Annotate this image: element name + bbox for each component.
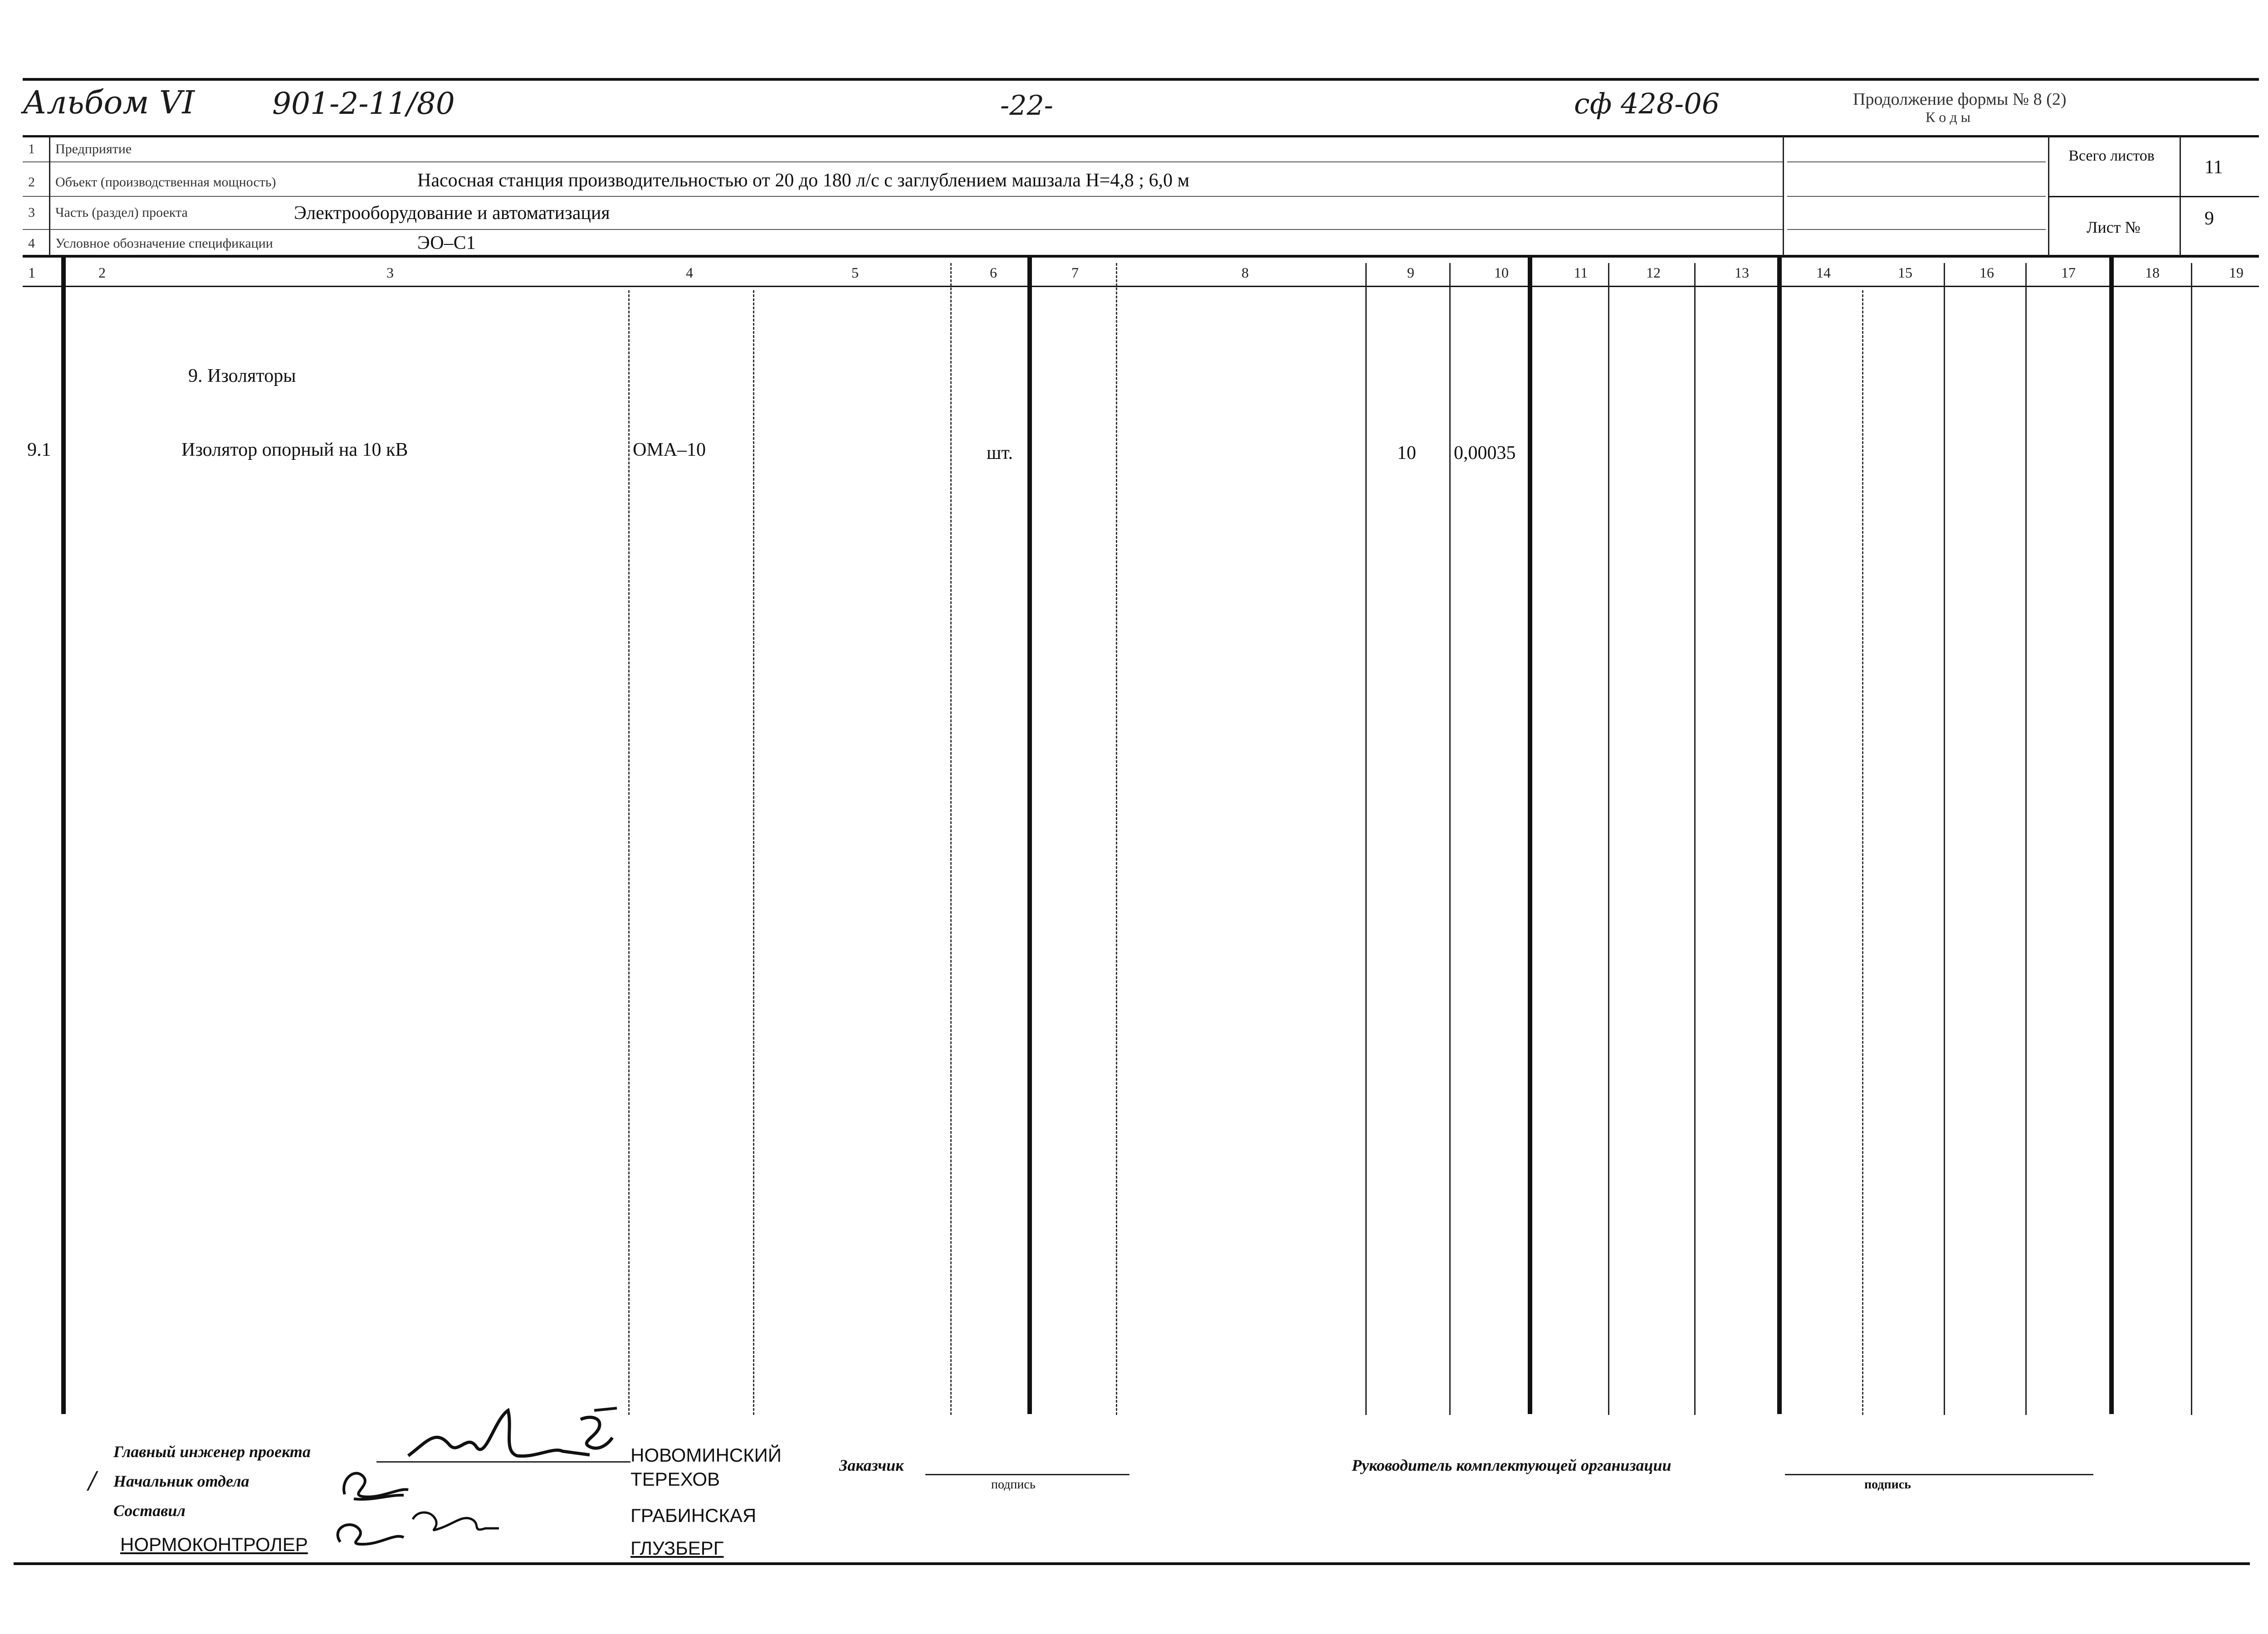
grid-line: [1449, 263, 1451, 1415]
normcontrol-signature: [327, 1501, 508, 1551]
section-title: 9. Изоляторы: [188, 366, 296, 386]
supplier-signature-caption: подпись: [1864, 1478, 1911, 1492]
column-number: 17: [2061, 264, 2076, 281]
project-part-value: Электрооборудование и автоматизация: [294, 203, 610, 224]
grid-line: [1608, 263, 1609, 1415]
column-number: 6: [990, 264, 997, 281]
codes-line: [1787, 161, 2046, 162]
sheet-number-value: 9: [2204, 208, 2214, 229]
specification-value: ЭО–С1: [417, 233, 476, 254]
document-code: сф 428-06: [1574, 87, 1720, 120]
column-number: 18: [2145, 264, 2160, 281]
column-number: 8: [1242, 264, 1249, 281]
item-quantity: 10: [1397, 443, 1416, 463]
grid-line: [1027, 258, 1032, 1414]
form-continuation-title: Продолжение формы № 8 (2): [1853, 90, 2067, 109]
supplier-head-label: Руководитель комплектующей организации: [1352, 1456, 1672, 1474]
sheet-number-label: Лист №: [2087, 218, 2141, 236]
grid-line: [1944, 263, 1945, 1415]
column-number: 13: [1735, 264, 1749, 281]
codes-divider: [1783, 136, 1784, 256]
album-number: Альбом VI: [23, 84, 195, 121]
column-number: 9: [1407, 264, 1414, 281]
header-row-number: 3: [28, 205, 35, 220]
column-number: 2: [98, 264, 106, 281]
head-dept-name: ТЕРЕХОВ: [631, 1468, 720, 1490]
header-row-number: 4: [28, 236, 35, 251]
page-number: -22-: [1000, 90, 1053, 122]
item-unit: шт.: [987, 443, 1013, 463]
header-row-number: 1: [28, 141, 35, 156]
compiled-label: Составил: [113, 1502, 186, 1520]
customer-signature-caption: подпись: [991, 1478, 1036, 1492]
grid-line: [753, 290, 754, 1415]
column-number: 4: [686, 264, 693, 281]
column-number: 19: [2229, 264, 2244, 281]
chief-engineer-name: НОВОМИНСКИЙ: [631, 1444, 782, 1466]
header-row-divider: [23, 196, 1783, 197]
column-number-line: [23, 286, 2259, 287]
project-part-label: Часть (раздел) проекта: [55, 205, 188, 220]
head-dept-label: Начальник отдела: [113, 1472, 249, 1490]
grid-line: [1862, 290, 1863, 1415]
column-number: 7: [1071, 264, 1079, 281]
normcontrol-name: ГЛУЗБЕРГ: [631, 1537, 724, 1559]
item-name: Изолятор опорный на 10 кВ: [181, 439, 408, 460]
header-row-number: 2: [28, 175, 35, 190]
column-number: 11: [1574, 264, 1588, 281]
normcontrol-label: НОРМОКОНТРОЛЕР: [120, 1534, 308, 1555]
enterprise-label: Предприятие: [55, 141, 132, 156]
specification-label: Условное обозначение спецификации: [55, 236, 273, 251]
grid-line: [2109, 258, 2114, 1414]
total-sheets-label: Всего листов: [2068, 147, 2155, 164]
chief-engineer-signature: [399, 1401, 635, 1465]
column-number: 1: [28, 264, 35, 281]
codes-line: [1787, 196, 2046, 197]
column-number: 16: [1980, 264, 1994, 281]
column-number: 10: [1494, 264, 1509, 281]
customer-signature-line: [925, 1474, 1129, 1475]
supplier-signature-line: [1785, 1474, 2093, 1475]
header-left-divider: [49, 136, 50, 256]
column-number: 5: [851, 264, 859, 281]
grid-line: [2191, 263, 2192, 1415]
customer-label: Заказчик: [839, 1456, 904, 1474]
header-row-divider: [23, 161, 1783, 162]
series-number: 901-2-11/80: [272, 86, 455, 121]
grid-line: [1116, 263, 1117, 1415]
column-number: 12: [1646, 264, 1661, 281]
item-type: ОМА–10: [633, 439, 706, 460]
grid-line: [1365, 263, 1367, 1415]
object-value: Насосная станция производительностью от 20 до 180 л/с с заглублением машзала Н=4,8 ; 6,0 м: [417, 170, 1190, 191]
codes-line: [1787, 229, 2046, 230]
position-number: 9.1: [27, 439, 51, 460]
grid-line: [1694, 263, 1696, 1415]
slash-mark: /: [88, 1467, 97, 1494]
header-row-divider: [23, 229, 1783, 230]
grid-line: [61, 258, 66, 1414]
grid-line: [1528, 258, 1532, 1414]
header-top-line: [23, 135, 2259, 137]
top-border: [23, 78, 2259, 81]
grid-line: [628, 290, 630, 1415]
codes-label: К о д ы: [1926, 109, 1971, 125]
object-label: Объект (производственная мощность): [55, 175, 276, 190]
chief-engineer-label: Главный инженер проекта: [113, 1443, 311, 1461]
total-sheets-value: 11: [2204, 157, 2223, 178]
bottom-border: [14, 1562, 2250, 1565]
grid-line: [2025, 263, 2027, 1415]
sheets-mid-line: [2048, 196, 2259, 197]
item-mass: 0,00035: [1454, 443, 1516, 463]
compiled-name: ГРАБИНСКАЯ: [631, 1505, 757, 1526]
head-dept-signature: [336, 1463, 417, 1503]
column-number: 3: [386, 264, 394, 281]
header-bottom-line: [23, 255, 2259, 258]
column-number: 14: [1816, 264, 1831, 281]
grid-line: [1777, 258, 1782, 1414]
grid-line: [950, 263, 952, 1415]
column-number: 15: [1898, 264, 1912, 281]
